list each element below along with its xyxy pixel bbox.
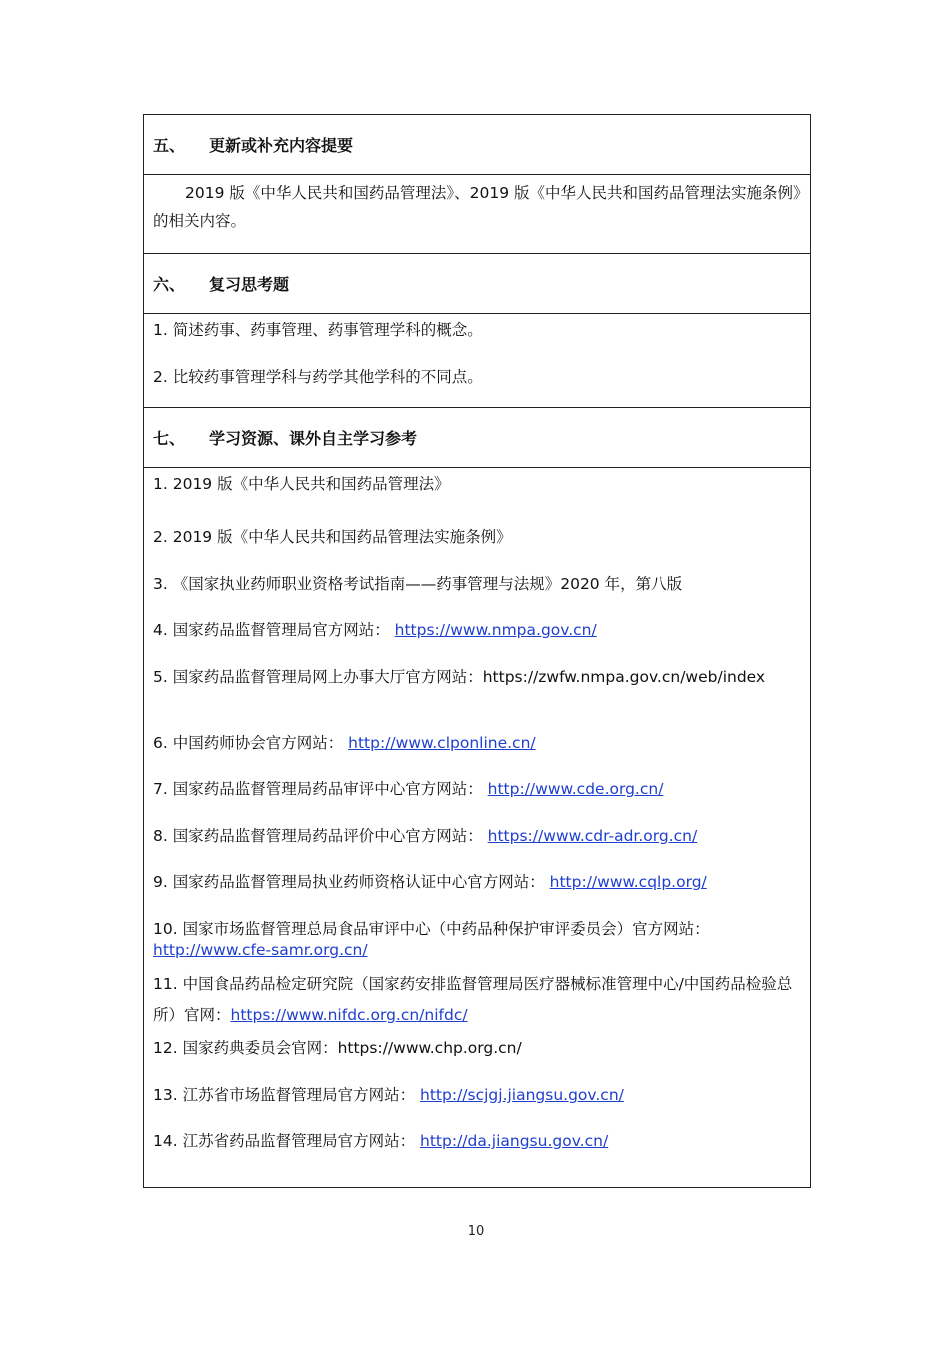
section-number: 七、 [153, 429, 186, 448]
section-header [144, 408, 810, 468]
resource-item [144, 561, 810, 607]
resource-link[interactable]: http://da.jiangsu.gov.cn/ [420, 1132, 609, 1150]
resource-item [144, 766, 810, 813]
resource-text: 7. 国家药品监督管理局药品审评中心官方网站： [153, 780, 483, 798]
resource-text: 14. 江苏省药品监督管理局官方网站： [153, 1132, 416, 1150]
resource-link[interactable]: https://www.nmpa.gov.cn/ [394, 621, 597, 639]
question-item: 1. 简述药事、药事管理、药事管理学科的概念。 [153, 321, 483, 339]
resource-text: 12. 国家药典委员会官网：https://www.chp.org.cn/ [153, 1039, 522, 1057]
resource-link[interactable]: https://www.cdr-adr.org.cn/ [487, 827, 698, 845]
section-review-questions [144, 254, 810, 408]
resource-link[interactable]: http://scjgj.jiangsu.gov.cn/ [420, 1086, 624, 1104]
section-header [144, 254, 810, 314]
resource-item [144, 720, 810, 766]
resource-text: 6. 中国药师协会官方网站： [153, 734, 344, 752]
resource-item [144, 654, 810, 720]
section-body [144, 175, 810, 253]
resource-link[interactable]: http://www.cqlp.org/ [549, 873, 707, 891]
resource-link[interactable]: http://www.clponline.cn/ [348, 734, 536, 752]
section-title: 更新或补充内容提要 [209, 136, 354, 155]
question-item: 2. 比较药事管理学科与药学其他学科的不同点。 [153, 367, 483, 386]
resource-text: 2. 2019 版《中华人民共和国药品管理法实施条例》 [153, 528, 512, 546]
resource-item [144, 1118, 810, 1165]
resource-item [144, 906, 810, 959]
resource-text: 10. 国家市场监督管理总局食品审评中心（中药品种保护审评委员会）官方网站： [153, 920, 710, 938]
resource-item [144, 514, 810, 561]
resource-item [144, 1025, 810, 1072]
resource-link[interactable]: https://www.nifdc.org.cn/nifdc/ [230, 1006, 468, 1024]
question-list [144, 314, 810, 407]
resource-item [144, 956, 810, 1025]
section-learning-resources [144, 408, 810, 1187]
resource-item [144, 859, 810, 906]
resource-link[interactable]: http://www.cfe-samr.org.cn/ [153, 941, 368, 959]
resource-text: 13. 江苏省市场监督管理局官方网站： [153, 1086, 416, 1104]
section-update-summary [144, 115, 810, 254]
resource-list [144, 468, 810, 1187]
resource-text: 8. 国家药品监督管理局药品评价中心官方网站： [153, 827, 483, 845]
section-header [144, 115, 810, 175]
section-title: 学习资源、课外自主学习参考 [209, 429, 418, 448]
page-number: 10 [467, 1224, 485, 1239]
resource-item [144, 468, 810, 514]
content-table [143, 114, 811, 1188]
resource-item [144, 607, 810, 654]
section-number: 五、 [153, 136, 186, 155]
section-body-text: 2019 版《中华人民共和国药品管理法》、2019 版《中华人民共和国药品管理法实施条例》的相关内容。 [153, 184, 801, 230]
resource-text: 3. 《国家执业药师职业资格考试指南——药事管理与法规》2020 年，第八版 [153, 575, 683, 593]
section-title: 复习思考题 [209, 275, 290, 294]
resource-text: 4. 国家药品监督管理局官方网站： [153, 621, 390, 639]
resource-text: 5. 国家药品监督管理局网上办事大厅官方网站：https://zwfw.nmpa.gov.cn/web/index [153, 668, 766, 686]
section-number: 六、 [153, 275, 186, 294]
resource-link[interactable]: http://www.cde.org.cn/ [487, 780, 664, 798]
resource-item [144, 1072, 810, 1118]
resource-item [144, 813, 810, 859]
resource-text: 1. 2019 版《中华人民共和国药品管理法》 [153, 475, 450, 493]
resource-text: 11. 中国食品药品检定研究院（国家药安排监督管理局医疗器械标准管理中心/中国药品检验总所）官网： [153, 975, 793, 1024]
resource-text: 9. 国家药品监督管理局执业药师资格认证中心官方网站： [153, 873, 545, 891]
